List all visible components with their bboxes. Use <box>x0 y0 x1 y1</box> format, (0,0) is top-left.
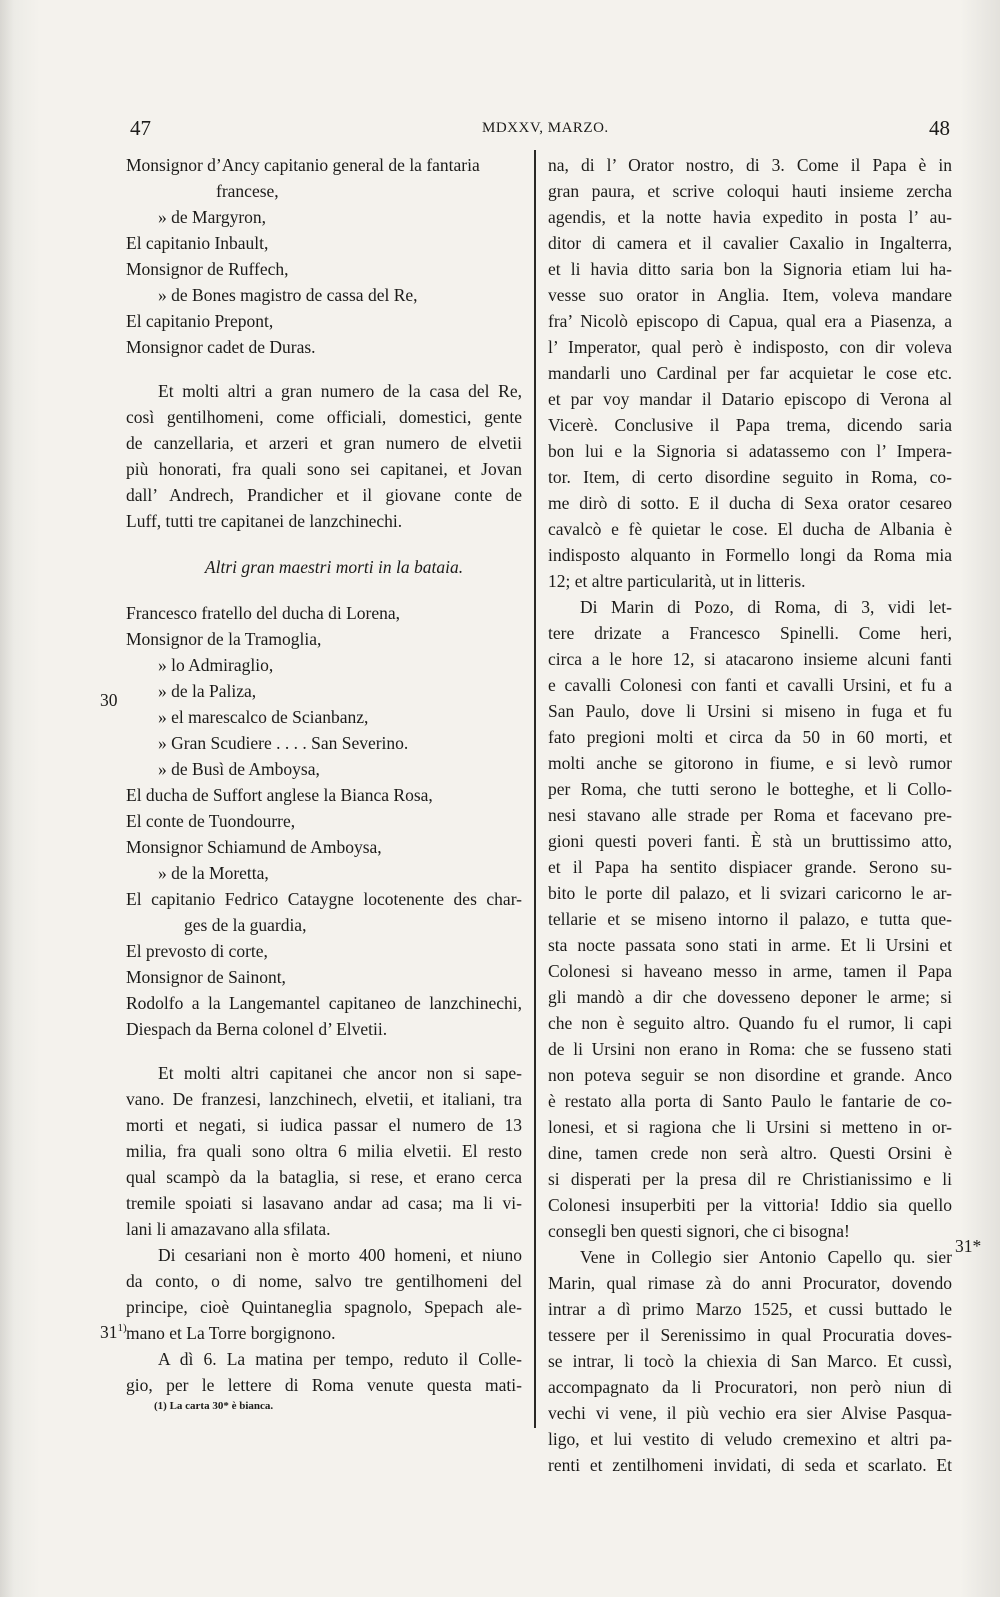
right-column <box>548 152 952 1504</box>
text-line: da conto, o di nome, salvo tre gentilhomeni del <box>126 1271 522 1291</box>
text-line: lani li amazavano alla sfilata. <box>126 1219 331 1239</box>
list-item: El capitanio Inbault, <box>126 233 269 253</box>
list-item: ges de la guardia, <box>184 915 307 935</box>
text-line: tremile spoiati si lasavano andar ad casa; ma li vi- <box>126 1193 522 1213</box>
text-line: se intrar, li tocò la chiexia di San Marco. Et cussì, <box>548 1351 952 1371</box>
paragraph <box>126 1242 522 1346</box>
text-line: A dì 6. La matina per tempo, reduto il Colle- <box>158 1349 522 1369</box>
text-line: gioni questi poveri fanti. È stà un bruttissimo atto, <box>548 831 952 851</box>
text-line: più honorati, fra quali sono sei capitanei, et Jovan <box>126 459 522 479</box>
text-line: Luff, tutti tre capitanei de lanzchinechi. <box>126 511 403 531</box>
list-item: » de Busì de Amboysa, <box>158 759 320 779</box>
text-line: cavalcò e fè quietar le cose. El ducha de Albania è <box>548 519 952 539</box>
text-line: mano et La Torre borgignono. <box>126 1323 336 1343</box>
casualty-list-2 <box>126 600 522 1042</box>
text-line: gio, per le lettere di Roma venute questa mati- <box>126 1375 522 1395</box>
margin-folio-number: 31 <box>100 1322 118 1342</box>
text-line: renti et zentilhomeni invidati, di seda et scarlato. Et <box>548 1455 952 1475</box>
text-line: circa a le hore 12, si atacarono insieme alcuni fanti <box>548 649 952 669</box>
text-line: sta nocte passata sono stati in arme. Et li Ursini et <box>548 935 952 955</box>
text-line: accompagnato da li Procuratori, non però niun di <box>548 1377 952 1397</box>
text-line: agendis, et la notte havia expedito in posta l’ au- <box>548 207 952 227</box>
text-line: Di cesariani non è morto 400 homeni, et niuno <box>158 1245 522 1265</box>
text-line: è restato alla porta di Santo Paulo le fantarie de co- <box>548 1091 952 1111</box>
text-line: principe, cioè Quintaneglia spagnolo, Spepach ale- <box>126 1297 522 1317</box>
text-line: Marin, qual rimase zà do anni Procurator, dovendo <box>548 1273 952 1293</box>
text-line: dall’ Andrech, Prandicher et il giovane conte de <box>126 485 522 505</box>
text-line: mandarli uno Cardinal per far acquietar le cose etc. <box>548 363 952 383</box>
list-item: Monsignor cadet de Duras. <box>126 337 316 357</box>
list-item: » lo Admiraglio, <box>158 655 274 675</box>
text-line: non poteva seguir se non disordine et grande. Anco <box>548 1065 952 1085</box>
list-item: » de la Moretta, <box>158 863 269 883</box>
text-line: morti et negati, si iudica passar el numero de 13 <box>126 1115 522 1135</box>
text-line: tellarie et se miseno intorno il palazo, e tutta que- <box>548 909 952 929</box>
text-line: gli mandò a dir che dovesseno deponer le arme; si <box>548 987 952 1007</box>
list-item: francese, <box>216 181 279 201</box>
text-line: e cavalli Colonesi con fanti et cavalli Ursini, et fu a <box>548 675 952 695</box>
text-line: 12; et altre particularità, ut in litteris. <box>548 571 806 591</box>
right-column-text <box>548 152 952 1504</box>
margin-folio-31-right <box>955 1236 981 1257</box>
text-line: consegli ben questi signori, che ci bisogna! <box>548 1221 850 1241</box>
text-line: ligo, et lui vestito di veludo cremexino et altri pa- <box>548 1429 952 1449</box>
casualty-list-1 <box>126 152 522 360</box>
list-item: » Gran Scudiere . . . . San Severino. <box>158 733 409 753</box>
list-item: Francesco fratello del ducha di Lorena, <box>126 603 401 623</box>
text-line: Colonesi insuperbiti per la vittoria! Iddio sia quello <box>548 1195 952 1215</box>
column-divider <box>534 150 536 1428</box>
folio-asterisk: * <box>972 1236 982 1256</box>
list-item: » el marescalco de Scianbanz, <box>158 707 369 727</box>
text-line: Di Marin di Pozo, di Roma, di 3, vidi let- <box>580 597 952 617</box>
text-line: gran paura, et scrive coloqui hauti insieme zercha <box>548 181 952 201</box>
list-item: El capitanio Fedrico Cataygne locotenente des char- <box>126 889 522 909</box>
spacer <box>126 1042 522 1060</box>
text-line: qual scampò da la bataglia, si rese, et erano cerca <box>126 1167 522 1187</box>
text-line: de li Ursini non erano in Roma: che se fusseno stati <box>548 1039 952 1059</box>
text-line: indisposto alquanto in Formello longi da Roma mia <box>548 545 952 565</box>
text-line: et li havia ditto saria bon la Signoria etiam lui ha- <box>548 259 952 279</box>
text-line: Colonesi si haveano messo in arme, tamen il Papa <box>548 961 952 981</box>
text-line: tessere per il Serenissimo in qual Procuratia doves- <box>548 1325 952 1345</box>
list-item: Monsignor de la Tramoglia, <box>126 629 322 649</box>
text-line: molti anche se gitorono in fiume, e si levò rumor <box>548 753 952 773</box>
text-line: Et molti altri a gran numero de la casa del Re, <box>158 381 522 401</box>
text-line: fato pregioni molti et circa da 50 in 60 morti, et <box>548 727 952 747</box>
text-line: Vicerè. Conclusive il Papa trema, dicendo saria <box>548 415 952 435</box>
paragraph <box>126 1060 522 1242</box>
text-line: nesi stavano alle strade per Roma et facevano pre- <box>548 805 952 825</box>
text-line: vechi vi vene, il più vechio era sier Alvise Pasqua- <box>548 1403 952 1423</box>
text-line: si disperati per la presa dil re Christianissimo e li <box>548 1169 952 1189</box>
section-heading: Altri gran maestri morti in la bataia. <box>204 557 464 577</box>
text-line: così gentilhomeni, come officiali, domestici, gente <box>126 407 522 427</box>
page-number-left: 47 <box>130 116 151 140</box>
list-item: Monsignor de Sainont, <box>126 967 286 987</box>
text-line: dine, tamen crede non serà altro. Questi Orsini è <box>548 1143 952 1163</box>
text-line: intrar a dì primo Marzo 1525, et cussi buttado le <box>548 1299 952 1319</box>
list-item: El capitanio Prepont, <box>126 311 274 331</box>
text-line: Vene in Collegio sier Antonio Capello qu. sier <box>580 1247 952 1267</box>
page-header <box>0 110 1000 140</box>
list-item: El ducha de Suffort anglese la Bianca Rosa, <box>126 785 433 805</box>
spacer <box>126 582 522 600</box>
running-title: MDXXV, MARZO. <box>482 120 609 136</box>
text-line: San Paulo, dove li Ursini si miseno in fuga et fu <box>548 701 952 721</box>
margin-folio-number: 31 <box>955 1236 973 1256</box>
text-line: tor. Item, di certo disordine seguito in Roma, co- <box>548 467 952 487</box>
text-line: per Roma, che tutti serono le botteghe, et li Collo- <box>548 779 952 799</box>
text-line: lonesi, et si ragiona che li Ursini si metteno in or- <box>548 1117 952 1137</box>
footnote: (1) La carta 30* è bianca. <box>154 1400 274 1412</box>
list-item: » de la Paliza, <box>158 681 257 701</box>
page-number-right: 48 <box>929 116 950 140</box>
text-line: l’ Imperator, qual però è indisposto, con dir voleva <box>548 337 952 357</box>
left-column <box>126 152 522 1398</box>
text-line: et il Papa ha sentito dispiacer grande. Serono su- <box>548 857 952 877</box>
list-item: » de Bones magistro de cassa del Re, <box>158 285 418 305</box>
text-line: che non è seguito altro. Quando fu el rumor, li capi <box>548 1013 952 1033</box>
text-line: bon lui e la Signoria si adatassemo con l’ Impera- <box>548 441 952 461</box>
list-item: Monsignor Schiamund de Amboysa, <box>126 837 382 857</box>
spacer <box>126 534 522 552</box>
text-line: vesse suo orator in Anglia. Item, voleva mandare <box>548 285 952 305</box>
text-line: Et molti altri capitanei che ancor non si sape- <box>158 1063 522 1083</box>
list-item: El conte de Tuondourre, <box>126 811 296 831</box>
text-line <box>548 1478 952 1504</box>
text-line: me dirò di sotto. E il ducha di Sexa orator cesareo <box>548 493 952 513</box>
list-item: Monsignor d’Ancy capitanio general de la fantaria <box>126 155 480 175</box>
text-line: bito le porte dil palazo, et li svizari caricorno le ar- <box>548 883 952 903</box>
text-line: fra’ Nicolò episcopo di Capua, qual era a Piasenza, a <box>548 311 952 331</box>
footnote-mark: 1) <box>117 1322 127 1335</box>
list-item: El prevosto di corte, <box>126 941 268 961</box>
list-item: Rodolfo a la Langemantel capitaneo de lanzchinechi, <box>126 993 522 1013</box>
text-line: na, di l’ Orator nostro, di 3. Come il Papa è in <box>548 155 952 175</box>
text-line: vano. De franzesi, lanzchinech, elvetii, et italiani, tra <box>126 1089 522 1109</box>
list-item: Monsignor de Ruffech, <box>126 259 289 279</box>
paragraph <box>126 378 522 534</box>
text-line: de canzellaria, et arzeri et gran numero de elvetii <box>126 433 522 453</box>
text-line: et par voy mandar il Datario episcopo di Verona al <box>548 389 952 409</box>
list-item: » de Margyron, <box>158 207 267 227</box>
margin-line-number-30: 30 <box>100 690 118 710</box>
text-line: ditor di camera et il cavalier Caxalio in Ingalterra, <box>548 233 952 253</box>
text-line: tere drizate a Francesco Spinelli. Come heri, <box>548 623 952 643</box>
paragraph <box>126 1346 522 1398</box>
margin-folio-31 <box>100 1322 127 1343</box>
text-line: milia, fra quali sono oltra 6 milia elvetii. El resto <box>126 1141 522 1161</box>
spacer <box>126 360 522 378</box>
list-item: Diespach da Berna colonel d’ Elvetii. <box>126 1019 388 1039</box>
